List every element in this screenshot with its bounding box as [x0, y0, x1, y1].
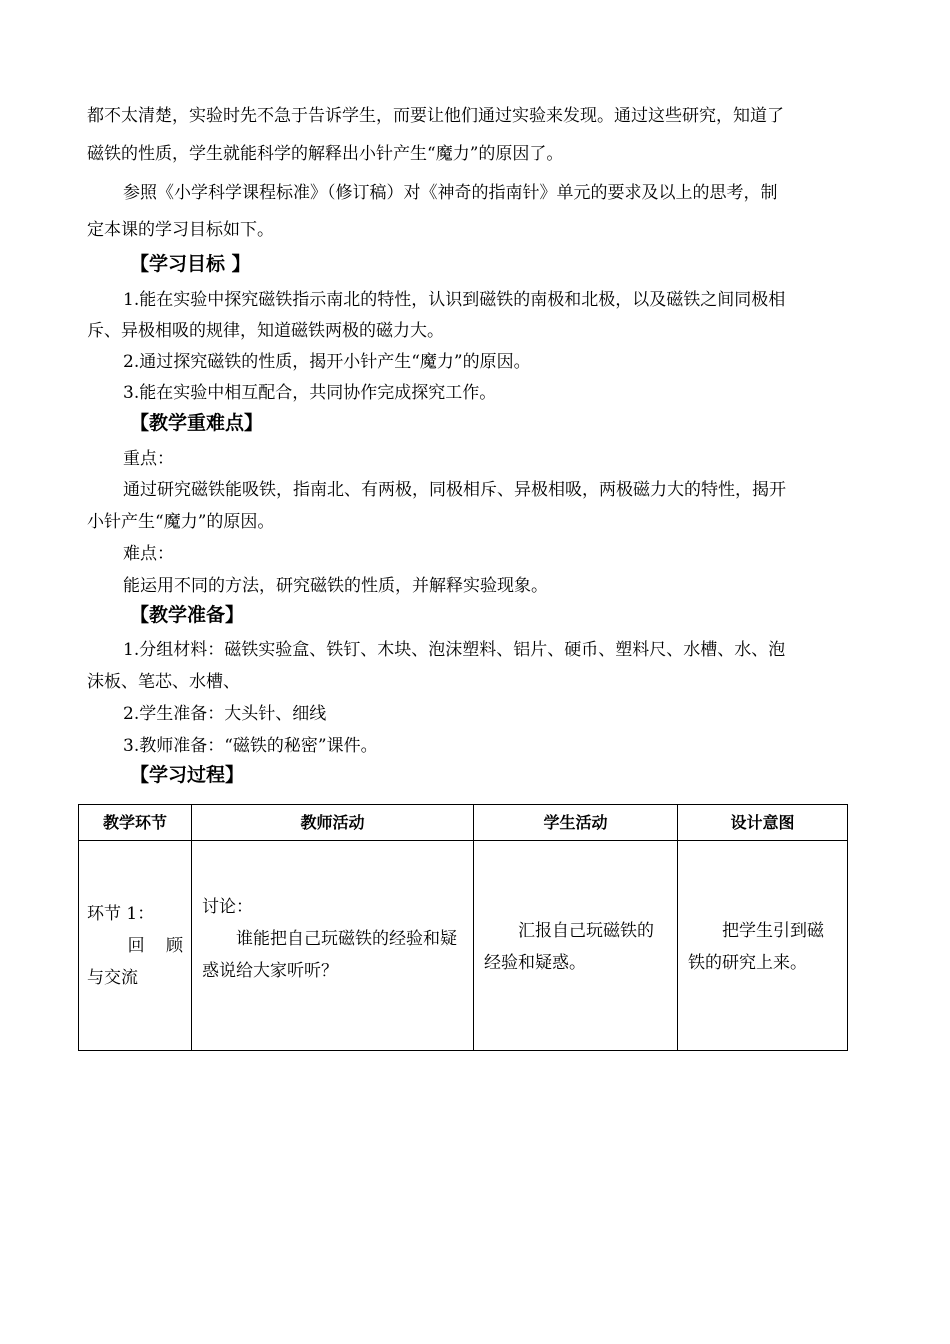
goal-line-3: 2.通过探究磁铁的性质，揭开小针产生“魔力”的原因。 — [123, 352, 531, 372]
intent-text: 把学生引到磁铁的研究上来。 — [688, 920, 824, 973]
col-header-teacher: 教师活动 — [192, 805, 474, 841]
key-line-2: 小针产生“魔力”的原因。 — [87, 512, 275, 532]
col-header-stage: 教学环节 — [79, 805, 192, 841]
hard-line: 能运用不同的方法，研究磁铁的性质，并解释实验现象。 — [123, 576, 548, 596]
goals-heading: 【学习目标 】 — [130, 253, 251, 275]
stage-line-3: 与交流 — [87, 967, 138, 988]
prep-line-2: 沫板、笔芯、水槽、 — [87, 672, 240, 692]
teacher-activity-cell — [192, 841, 474, 1051]
teacher-text: 谁能把自己玩磁铁的经验和疑惑说给大家听听？ — [202, 928, 457, 981]
prep-line-1: 1.分组材料：磁铁实验盒、铁钉、木块、泡沫塑料、铝片、硬币、塑料尺、水槽、水、泡 — [123, 640, 786, 660]
table-header-row — [79, 805, 848, 841]
prep-heading: 【教学准备】 — [130, 604, 245, 626]
student-text: 汇报自己玩磁铁的经验和疑惑。 — [484, 920, 654, 973]
stage-cell — [79, 841, 192, 1051]
intro-line-3: 参照《小学科学课程标准》（修订稿）对《神奇的指南针》单元的要求及以上的思考，制 — [123, 183, 778, 203]
intro-line-2: 磁铁的性质，学生就能科学的解释出小针产生“魔力”的原因了。 — [87, 144, 564, 164]
goal-line-1: 1.能在实验中探究磁铁指示南北的特性，认识到磁铁的南极和北极，以及磁铁之间同极相 — [123, 290, 786, 310]
process-heading: 【学习过程】 — [130, 764, 245, 786]
key-label: 重点： — [123, 449, 174, 469]
col-header-intent: 设计意图 — [678, 805, 848, 841]
stage-line-2: 回 顾 — [127, 935, 183, 956]
hard-label: 难点： — [123, 544, 174, 564]
goal-line-2: 斥、异极相吸的规律，知道磁铁两极的磁力大。 — [87, 321, 444, 341]
teacher-label: 讨论： — [202, 896, 253, 917]
student-activity-cell — [474, 841, 678, 1051]
stage-line-1: 环节 1： — [87, 903, 155, 924]
intro-line-1: 都不太清楚，实验时先不急于告诉学生，而要让他们通过实验来发现。通过这些研究，知道了 — [87, 106, 784, 126]
col-header-student: 学生活动 — [474, 805, 678, 841]
table-row — [79, 841, 848, 1051]
intent-cell — [678, 841, 848, 1051]
keypoints-heading: 【教学重难点】 — [130, 412, 264, 434]
intro-line-4: 定本课的学习目标如下。 — [87, 220, 274, 240]
key-line-1: 通过研究磁铁能吸铁，指南北、有两极，同极相斥、异极相吸，两极磁力大的特性，揭开 — [123, 480, 786, 500]
process-table — [78, 804, 848, 1051]
prep-line-4: 3.教师准备：“磁铁的秘密”课件。 — [123, 736, 378, 756]
prep-line-3: 2.学生准备：大头针、细线 — [123, 704, 327, 724]
goal-line-4: 3.能在实验中相互配合，共同协作完成探究工作。 — [123, 383, 497, 403]
